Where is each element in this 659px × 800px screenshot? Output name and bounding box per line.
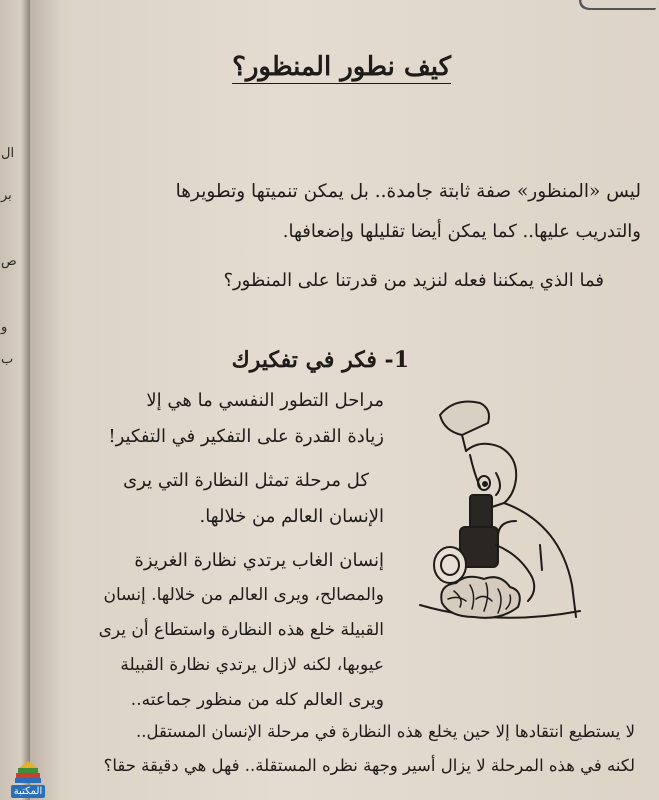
- intro-line-2: والتدريب عليها.. كما يمكن أيضا تقليلها وإضعافها.: [282, 221, 641, 242]
- watermark-label: المكتبة: [11, 785, 46, 798]
- intro-line-1: ليس «المنظور» صفة ثابتة جامدة.. بل يمكن تنميتها وتطويرها: [175, 181, 641, 202]
- section-heading: 1- فكر في تفكيرك: [231, 347, 409, 373]
- left-page-fragment: ال: [1, 146, 15, 161]
- body-line: لا يستطيع انتقادها إلا حين يخلع هذه النظارة في مرحلة الإنسان المستقل..: [135, 722, 635, 741]
- site-watermark: [2, 746, 54, 798]
- body-line: زيادة القدرة على التفكير في التفكير!: [108, 426, 384, 447]
- page-corner-ornament: [573, 0, 659, 10]
- body-line: عيوبها، لكنه لازال يرتدي نظارة القبيلة: [120, 655, 384, 675]
- body-line: الإنسان العالم من خلالها.: [199, 506, 384, 527]
- left-page-fragment: ب: [1, 352, 14, 367]
- body-line: كل مرحلة تمثل النظارة التي يرى: [123, 470, 369, 491]
- book-page: [30, 0, 659, 800]
- page-title: كيف نطور المنظور؟: [232, 52, 451, 82]
- body-line: ويرى العالم كله من منظور جماعته..: [130, 690, 384, 710]
- intro-question: فما الذي يمكننا فعله لنزيد من قدرتنا على المنظور؟: [223, 270, 604, 291]
- body-line: مراحل التطور النفسي ما هي إلا: [146, 390, 384, 411]
- body-line: والمصالح، ويرى العالم من خلالها. إنسان: [103, 585, 384, 605]
- book-stack-icon: [13, 759, 43, 785]
- body-line: القبيلة خلع هذه النظارة واستطاع أن يرى: [98, 620, 384, 640]
- body-line: إنسان الغاب يرتدي نظارة الغريزة: [134, 550, 384, 571]
- left-page-fragment: ص: [1, 254, 17, 269]
- left-page-fragment: و: [1, 320, 8, 335]
- left-page-edge: [0, 0, 30, 800]
- body-line: لكنه في هذه المرحلة لا يزال أسير وجهة نظره المستقلة.. فهل هي دقيقة حقا؟: [103, 756, 635, 775]
- cartoon-man-microscope-brain: [400, 395, 585, 635]
- left-page-fragment: بر: [1, 188, 12, 203]
